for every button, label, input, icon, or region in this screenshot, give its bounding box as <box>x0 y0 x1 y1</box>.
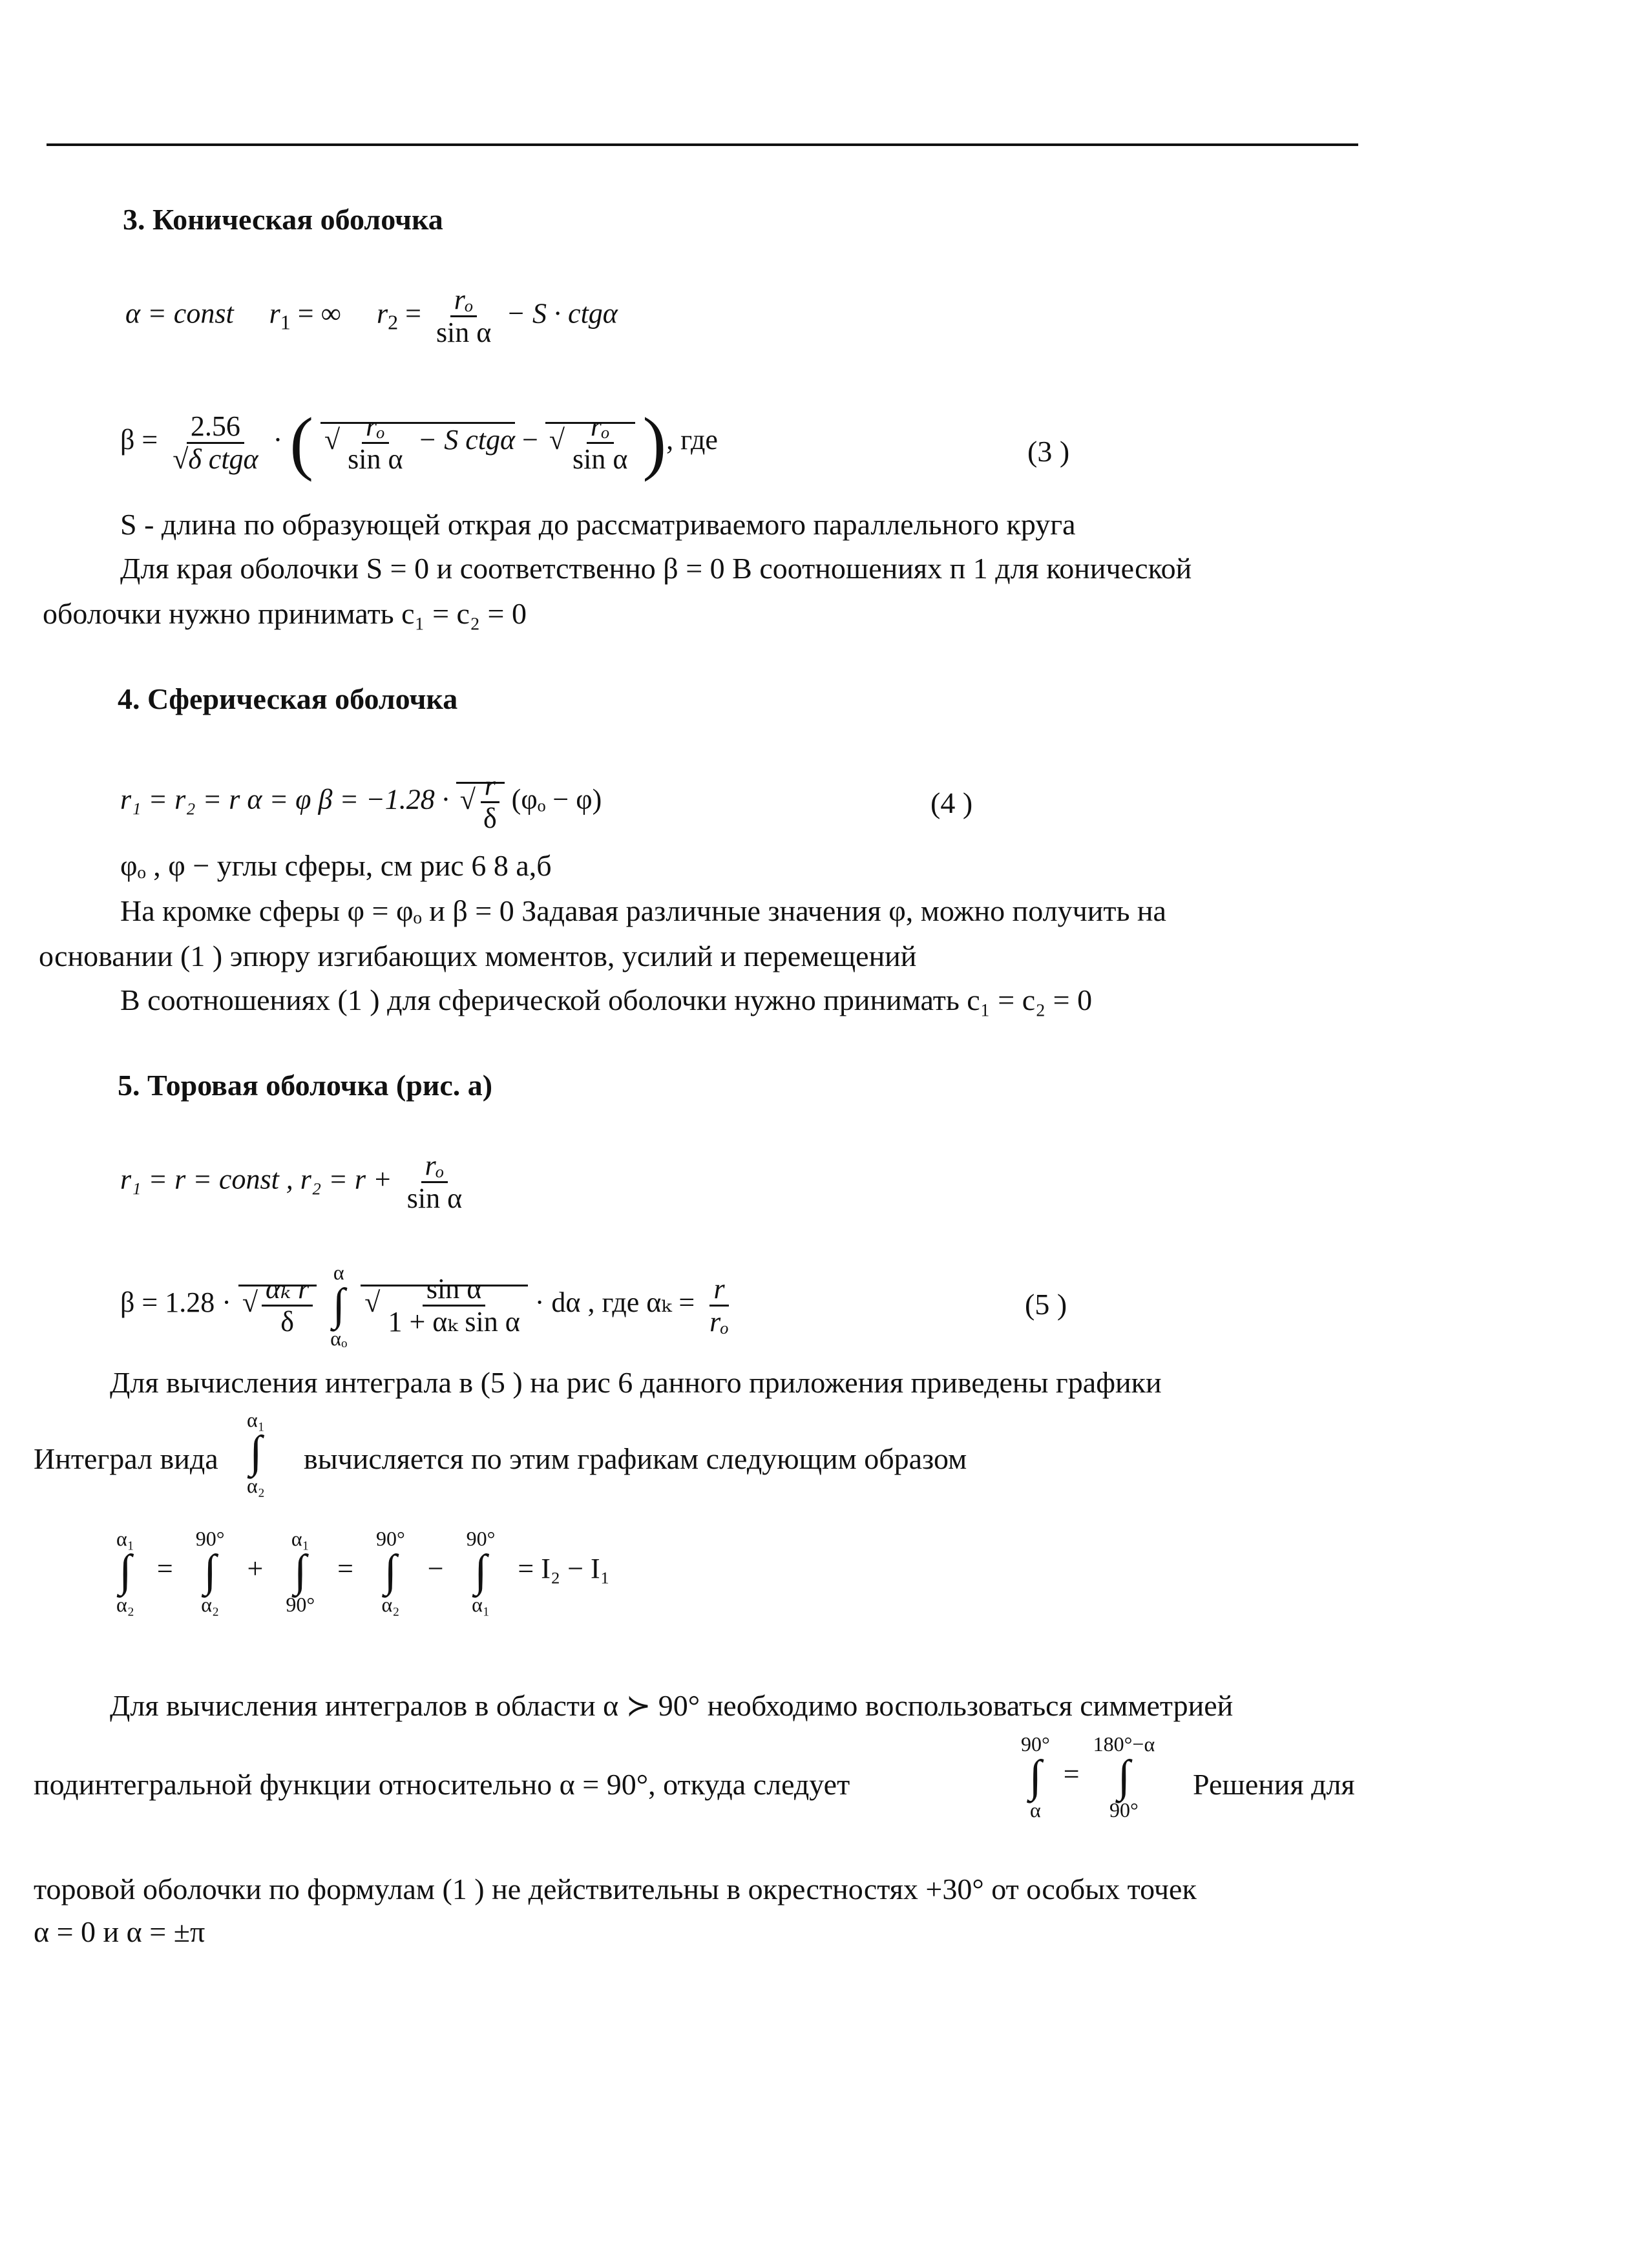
conical-beta-equation: β = $\frac{2.56}{\text{√δ ctgα}}$ · ( √ $\frac{\text{rₒ}}{\text{sin α}}$ − S ctgα − √ $\frac{\text{rₒ}}{\text{sin α}}$ ), где <box>120 403 718 482</box>
chain-operator: − <box>420 1553 451 1585</box>
integral-sign: α ∫ αₒ <box>330 1261 348 1350</box>
paragraph-solutions-for: Решения для <box>1193 1768 1355 1801</box>
paragraph-edge-condition: Для края оболочки S = 0 и соответственно β = 0 В соотношениях п 1 для конической <box>120 552 1192 585</box>
equation-number-3: (3 ) <box>1027 435 1070 468</box>
chain-integral: 90° ∫ α₂ <box>195 1527 225 1616</box>
paragraph-singular-points: α = 0 и α = ±π <box>34 1915 205 1948</box>
paragraph-sphere-edge: На кромке сферы φ = φₒ и β = 0 Задавая различные значения φ, можно получить на <box>120 894 1166 927</box>
chain-operator: = I₂ − I₁ <box>510 1553 611 1585</box>
chain-operator: + <box>240 1553 271 1585</box>
paragraph-integral-graphs: Для вычисления интеграла в (5 ) на рис 6 данного приложения приведены графики <box>110 1366 1162 1399</box>
torus-r2-equation: r₁ = r = const , r₂ = r + $\frac{\text{rₒ}}{\text{sin α}}$ <box>120 1150 463 1214</box>
chain-integral: α₁ ∫ 90° <box>286 1527 315 1616</box>
paragraph-spherical-constants: В соотношениях (1 ) для сферической оболочки нужно принимать c₁ = c₂ = 0 <box>120 983 1093 1016</box>
paragraph-symmetry: Для вычисления интегралов в области α ≻ 90° необходимо воспользоваться симметрией <box>110 1689 1234 1722</box>
paragraph-s-definition: S - длина по образующей открая до рассматриваемого параллельного круга <box>120 508 1076 541</box>
spherical-beta-equation: r₁ = r₂ = r α = φ β = −1.28 · √ $\frac{r}{\delta}$ (φₒ − φ) <box>120 770 602 834</box>
equation-number-4: (4 ) <box>930 786 973 819</box>
paragraph-moment-diagram: основании (1 ) эпюру изгибающих моментов, усилий и перемещений <box>39 940 917 972</box>
integral-decomposition-chain <box>110 1526 619 1617</box>
chain-integral: 90° ∫ α₁ <box>466 1527 496 1616</box>
chain-integral: 90° ∫ α₂ <box>376 1527 405 1616</box>
paragraph-symmetry-relation: подинтегральной функции относительно α = 90°, откуда следует <box>34 1768 850 1801</box>
conical-r2-equation: α = const $r_1$ = ∞ $r_2$ = $\frac{\text{rₒ}}{\text{sin α}}$ − S · ctgα <box>125 284 618 348</box>
section-3-heading: 3. Коническая оболочка <box>123 203 443 236</box>
chain-operator: = <box>149 1553 180 1585</box>
paragraph-integral-form-label: Интеграл вида <box>34 1442 218 1475</box>
integral-form-symbol: α₁ ∫ α₂ <box>247 1408 265 1497</box>
paragraph-torus-validity: торовой оболочки по формулам (1 ) не действительны в окрестностях +30° от особых точек <box>34 1873 1197 1906</box>
top-rule <box>47 143 1358 146</box>
chain-operator: = <box>330 1553 361 1585</box>
section-5-heading: 5. Торовая оболочка (рис. а) <box>118 1069 493 1102</box>
paragraph-sphere-angles: φₒ , φ − углы сферы, см рис 6 8 а,б <box>120 849 552 882</box>
paragraph-integral-method: вычисляется по этим графикам следующим образом <box>304 1442 967 1475</box>
r2-fraction: $\frac{\text{rₒ}}{\text{sin α}}$ <box>436 284 492 348</box>
symmetry-integral-relation: 90° ∫ α = 180°−α ∫ 90° <box>1021 1732 1155 1822</box>
chain-integral: α₁ ∫ α₂ <box>116 1527 134 1616</box>
torus-beta-equation: β = 1.28 · √ $\frac{\text{αₖ r}}{\delta}$ α ∫ αₒ √ $\frac{\text{sin α}}{\text{1 + αₖ sin α}}$ · dα , где αₖ = $\frac{r}{\text{rₒ}}$ <box>120 1261 729 1350</box>
equation-number-5: (5 ) <box>1025 1288 1067 1321</box>
section-4-heading: 4. Сферическая оболочка <box>118 682 458 715</box>
paragraph-conical-constants: оболочки нужно принимать c₁ = c₂ = 0 <box>43 597 527 630</box>
